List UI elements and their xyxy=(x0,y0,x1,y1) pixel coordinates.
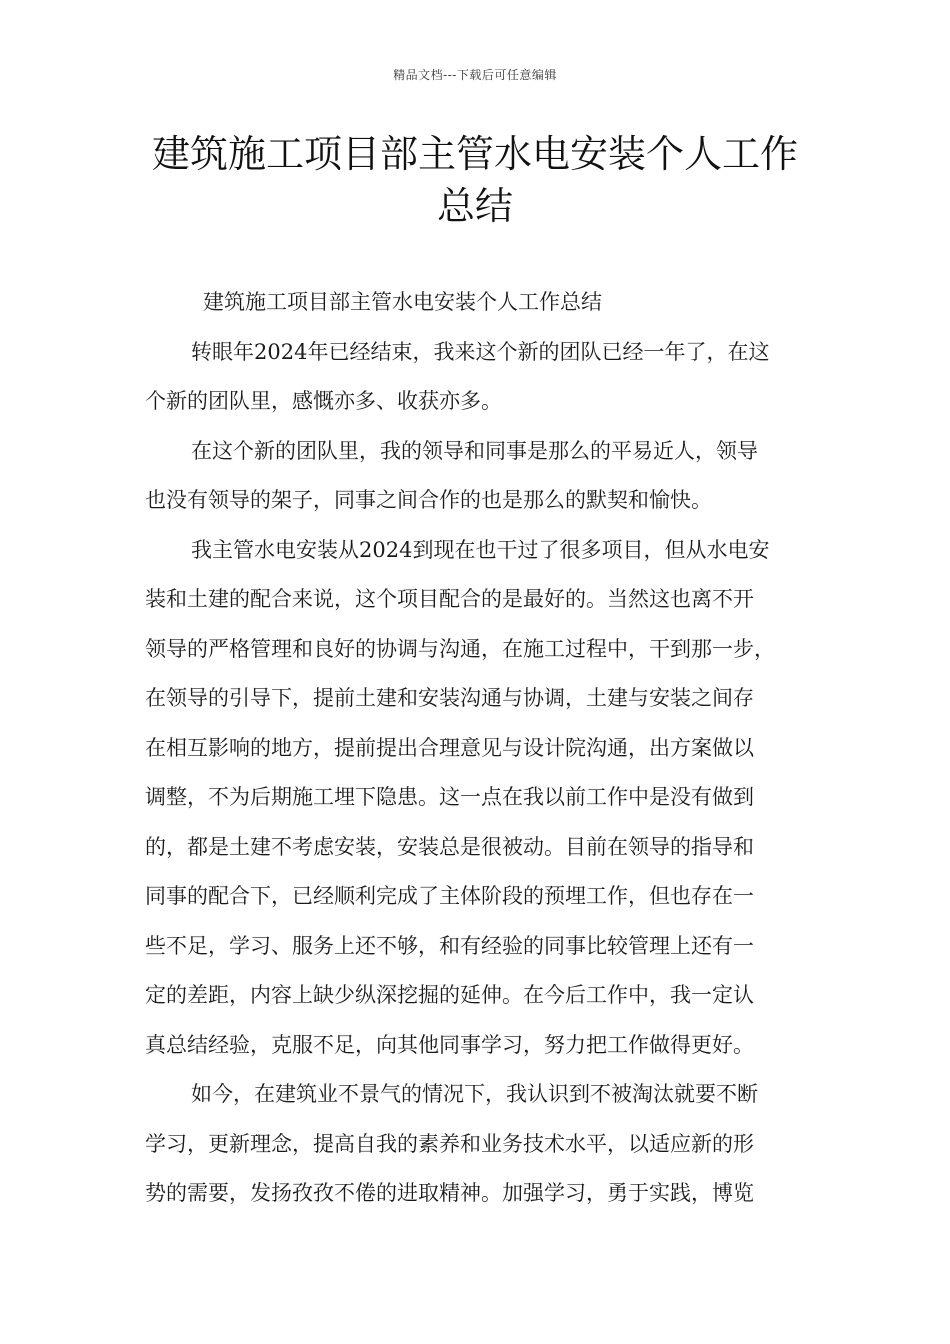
paragraph-line: 装和土建的配合来说，这个项目配合的是最好的。当然这也离不开 xyxy=(145,587,754,611)
paragraph-line: 同事的配合下，已经顺利完成了主体阶段的预埋工作，但也存在一 xyxy=(145,884,754,908)
document-body xyxy=(145,278,815,1219)
paragraph-line: 如今，在建筑业不景气的情况下，我认识到不被淘汰就要不断 xyxy=(191,1082,758,1106)
page-header: 精品文档---下载后可任意编辑 xyxy=(393,68,557,82)
document-title xyxy=(120,128,830,232)
paragraph-line: 定的差距，内容上缺少纵深挖掘的延伸。在今后工作中，我一定认 xyxy=(145,983,754,1007)
paragraph-line: 我主管水电安装从2024到现在也干过了很多项目，但从水电安 xyxy=(191,537,770,562)
paragraph-line: 领导的严格管理和良好的协调与沟通，在施工过程中，干到那一步， xyxy=(145,636,775,661)
paragraph-line: 在相互影响的地方，提前提出合理意见与设计院沟通，出方案做以 xyxy=(145,735,754,760)
paragraph-line: 转眼年2024年已经结束，我来这个新的团队已经一年了，在这 xyxy=(191,339,770,364)
paragraph-line: 在这个新的团队里，我的领导和同事是那么的平易近人，领导 xyxy=(191,438,758,463)
paragraph-line: 调整，不为后期施工埋下隐患。这一点在我以前工作中是没有做到 xyxy=(145,785,754,809)
paragraph-line: 学习，更新理念，提高自我的素养和业务技术水平，以适应新的形 xyxy=(145,1131,754,1156)
title-line-2: 总结 xyxy=(436,184,513,228)
subtitle-line: 建筑施工项目部主管水电安装个人工作总结 xyxy=(203,290,602,314)
paragraph-line: 个新的团队里，感慨亦多、收获亦多。 xyxy=(145,389,502,413)
paragraph-line: 真总结经验，克服不足，向其他同事学习，努力把工作做得更好。 xyxy=(145,1032,754,1057)
paragraph-line: 势的需要，发扬孜孜不倦的进取精神。加强学习，勇于实践，博览 xyxy=(145,1181,754,1205)
title-line-1: 建筑施工项目部主管水电安装个人工作 xyxy=(151,132,798,176)
paragraph-line: 些不足，学习、服务上还不够，和有经验的同事比较管理上还有一 xyxy=(145,933,754,958)
paragraph-line: 在领导的引导下，提前土建和安装沟通与协调，土建与安装之间存 xyxy=(145,686,754,710)
paragraph-line: 的，都是土建不考虑安装，安装总是很被动。目前在领导的指导和 xyxy=(145,834,754,859)
paragraph-line: 也没有领导的架子，同事之间合作的也是那么的默契和愉快。 xyxy=(145,488,712,512)
